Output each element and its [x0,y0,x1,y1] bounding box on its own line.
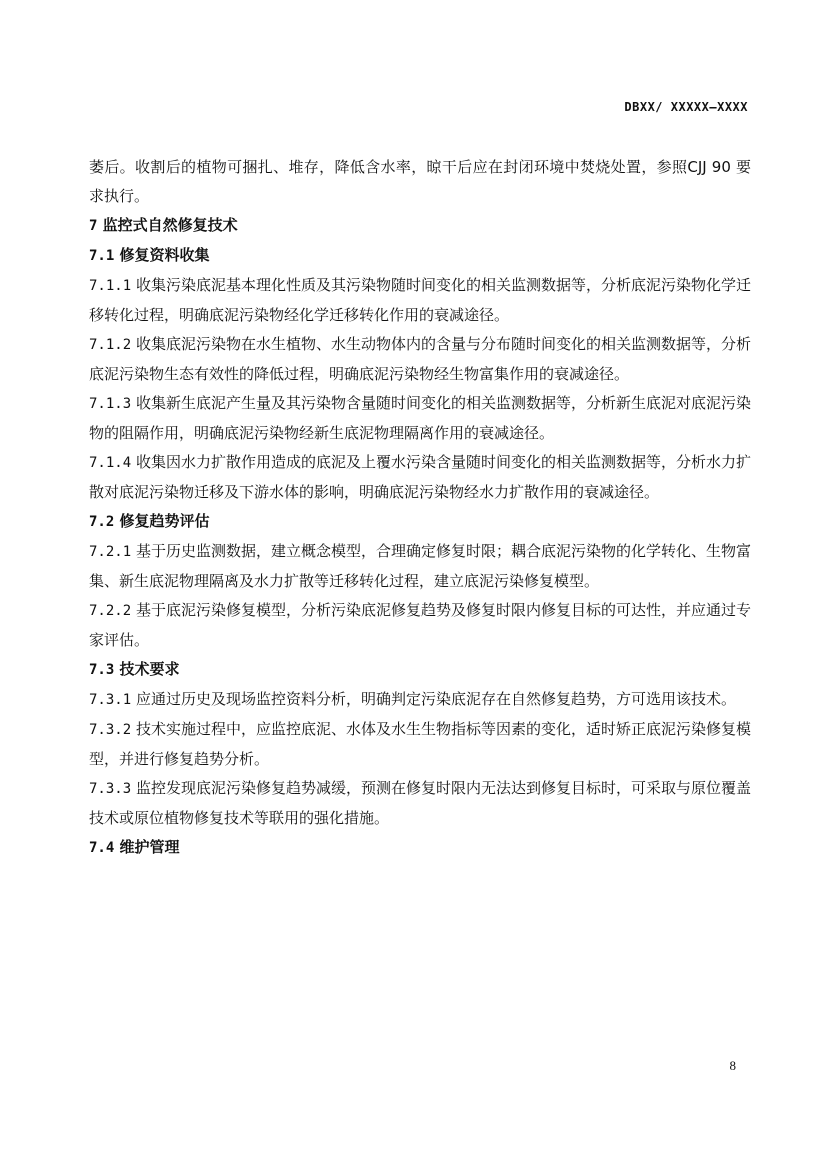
document-code-header: DBXX/ XXXXX—XXXX [624,100,748,114]
clause-7-2-2: 7.2.2 基于底泥污染修复模型，分析污染底泥修复趋势及修复时限内修复目标的可达性，并应通过专家评估。 [89,601,751,649]
subsection-heading-7-3: 7.3 技术要求 [89,660,180,678]
clause-7-3-3: 7.3.3 监控发现底泥污染修复趋势减缓，预测在修复时限内无法达到修复目标时，可采取与原位覆盖技术或原位植物修复技术等联用的强化措施。 [89,779,751,827]
clause-7-3-2: 7.3.2 技术实施过程中，应监控底泥、水体及水生生物指标等因素的变化，适时矫正底泥污染修复模型，并进行修复趋势分析。 [89,720,751,768]
document-body [89,153,751,863]
subsection-heading-7-1: 7.1 修复资料收集 [89,246,210,264]
clause-7-1-3: 7.1.3 收集新生底泥产生量及其污染物含量随时间变化的相关监测数据等，分析新生底泥对底泥污染物的阻隔作用，明确底泥污染物经新生底泥物理隔离作用的衰减途径。 [89,394,751,442]
clause-7-1-2: 7.1.2 收集底泥污染物在水生植物、水生动物体内的含量与分布随时间变化的相关监测数据等，分析底泥污染物生态有效性的降低过程，明确底泥污染物经生物富集作用的衰减途径。 [89,335,751,383]
clause-7-1-4: 7.1.4 收集因水力扩散作用造成的底泥及上覆水污染含量随时间变化的相关监测数据等，分析水力扩散对底泥污染物迁移及下游水体的影响，明确底泥污染物经水力扩散作用的衰减途径。 [89,453,751,501]
paragraph-continuation: 萎后。收割后的植物可捆扎、堆存，降低含水率，晾干后应在封闭环境中焚烧处置，参照CJJ 90 要求执行。 [89,158,751,205]
clause-7-2-1: 7.2.1 基于历史监测数据，建立概念模型，合理确定修复时限；耦合底泥污染物的化学转化、生物富集、新生底泥物理隔离及水力扩散等迁移转化过程，建立底泥污染修复模型。 [89,542,751,590]
clause-7-3-1: 7.3.1 应通过历史及现场监控资料分析，明确判定污染底泥存在自然修复趋势，方可选用该技术。 [89,690,736,708]
clause-7-1-1: 7.1.1 收集污染底泥基本理化性质及其污染物随时间变化的相关监测数据等，分析底泥污染物化学迁移转化过程，明确底泥污染物经化学迁移转化作用的衰减途径。 [89,276,751,324]
page-number: 8 [729,1058,736,1073]
subsection-heading-7-2: 7.2 修复趋势评估 [89,512,210,530]
subsection-heading-7-4: 7.4 维护管理 [89,838,180,856]
section-heading-7: 7 监控式自然修复技术 [89,216,238,234]
